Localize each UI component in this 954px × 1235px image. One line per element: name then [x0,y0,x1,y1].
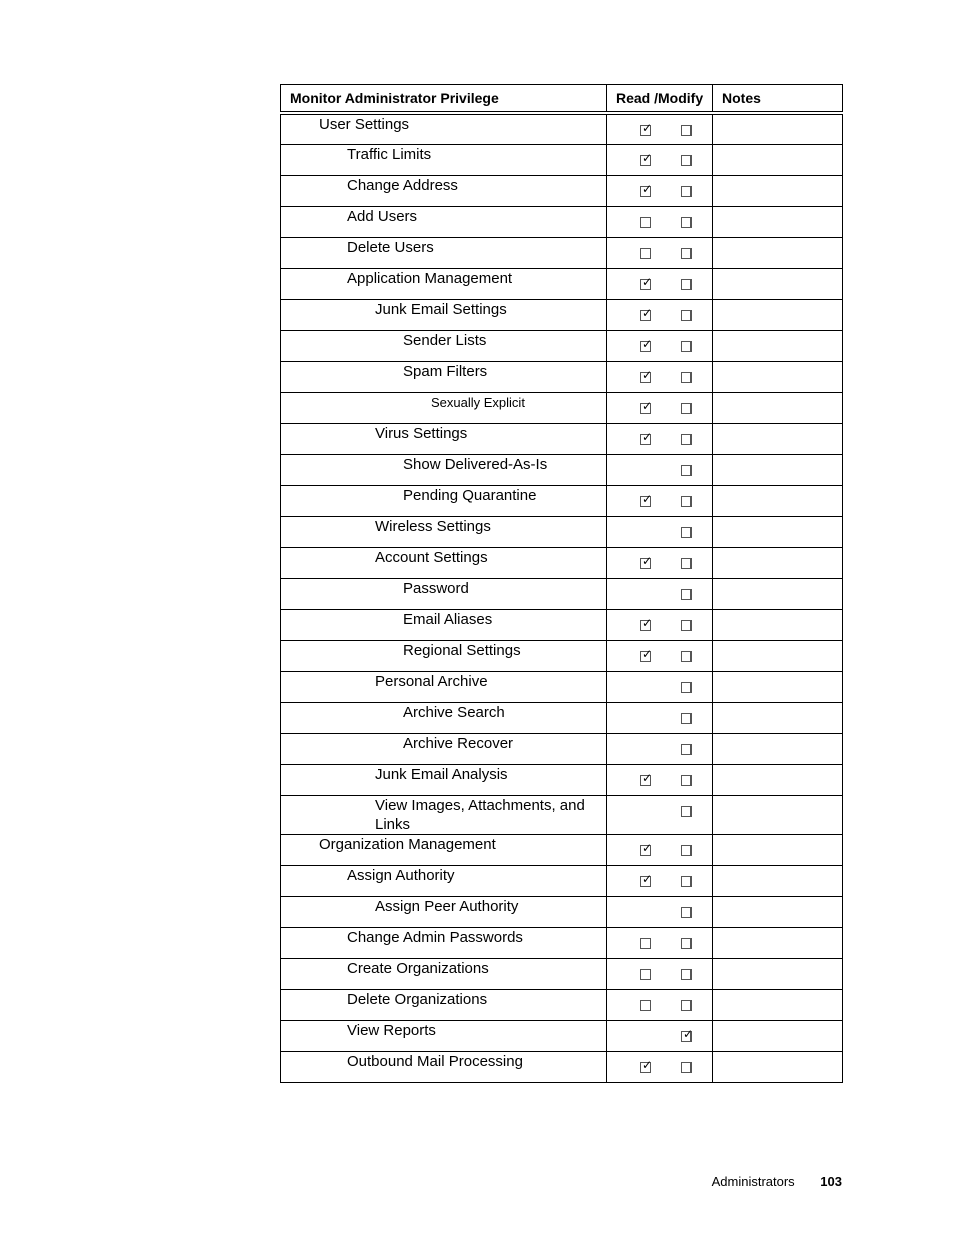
checkmark-icon: ✓ [642,871,653,886]
modify-checkbox[interactable] [681,217,692,228]
read-modify-cell [607,640,713,671]
modify-checkbox[interactable] [681,744,692,755]
notes-cell [713,330,843,361]
notes-cell [713,958,843,989]
privilege-label: Junk Email Settings [281,299,607,330]
table-row [281,958,843,989]
modify-checkbox[interactable] [681,465,692,476]
notes-cell [713,640,843,671]
notes-cell [713,1020,843,1051]
checkmark-icon: ✓ [642,840,653,855]
modify-checkbox[interactable] [681,125,692,136]
read-modify-cell [607,795,713,834]
privilege-label: View Reports [281,1020,607,1051]
read-modify-cell [607,896,713,927]
privilege-label: Virus Settings [281,423,607,454]
modify-checkbox[interactable] [681,434,692,445]
privilege-label: Show Delivered-As-Is [281,454,607,485]
read-modify-cell [607,547,713,578]
read-checkbox[interactable] [640,770,653,786]
read-modify-cell [607,392,713,423]
notes-cell [713,237,843,268]
notes-cell [713,423,843,454]
notes-column-header: Notes [713,85,843,114]
read-modify-cell [607,1051,713,1082]
privilege-label: Create Organizations [281,958,607,989]
read-checkbox[interactable] [640,871,653,887]
privilege-label: Add Users [281,206,607,237]
notes-cell [713,927,843,958]
table-row [281,1051,843,1082]
notes-cell [713,834,843,865]
read-modify-cell [607,485,713,516]
privilege-column-header: Monitor Administrator Privilege [281,85,607,114]
notes-cell [713,989,843,1020]
modify-checkbox[interactable] [681,155,692,166]
notes-cell [713,113,843,144]
read-modify-cell [607,299,713,330]
table-row [281,175,843,206]
table-row [281,733,843,764]
table-row [281,268,843,299]
privilege-label: Archive Recover [281,733,607,764]
read-checkbox[interactable] [640,615,653,631]
table-row [281,1020,843,1051]
privilege-label: Email Aliases [281,609,607,640]
table-row [281,330,843,361]
read-checkbox[interactable] [640,248,651,259]
read-modify-cell [607,702,713,733]
read-checkbox[interactable] [640,429,653,445]
read-modify-cell [607,175,713,206]
modify-checkbox[interactable] [681,186,692,197]
table-row [281,237,843,268]
checkmark-icon: ✓ [642,336,653,351]
notes-cell [713,516,843,547]
read-checkbox[interactable] [640,840,653,856]
read-checkbox[interactable] [640,181,653,197]
modify-checkbox[interactable] [681,558,692,569]
modify-checkbox[interactable] [681,248,692,259]
notes-cell [713,702,843,733]
privilege-label: Spam Filters [281,361,607,392]
checkmark-icon: ✓ [642,491,653,506]
checkmark-icon: ✓ [642,615,653,630]
read-modify-cell [607,113,713,144]
footer-section-title: Administrators [711,1174,795,1189]
privilege-label: Traffic Limits [281,144,607,175]
privilege-table [280,84,843,1083]
table-row [281,764,843,795]
table-row [281,113,843,144]
notes-cell [713,547,843,578]
privilege-label: Application Management [281,268,607,299]
checkmark-icon: ✓ [642,181,653,196]
modify-checkbox[interactable] [681,372,692,383]
read-modify-cell [607,237,713,268]
read-modify-cell [607,865,713,896]
read-modify-cell [607,454,713,485]
read-checkbox[interactable] [640,367,653,383]
notes-cell [713,896,843,927]
modify-checkbox[interactable] [681,279,692,290]
notes-cell [713,392,843,423]
notes-cell [713,609,843,640]
table-row [281,896,843,927]
notes-cell [713,299,843,330]
read-checkbox[interactable] [640,1057,653,1073]
read-modify-cell [607,958,713,989]
notes-cell [713,206,843,237]
table-row [281,927,843,958]
read-modify-cell [607,578,713,609]
page-number: 103 [820,1174,842,1189]
privilege-label: Delete Organizations [281,989,607,1020]
privilege-label: Junk Email Analysis [281,764,607,795]
read-modify-cell [607,764,713,795]
read-checkbox[interactable] [640,491,653,507]
checkmark-icon: ✓ [642,770,653,785]
table-header-row [281,85,843,114]
table-row [281,206,843,237]
read-modify-cell [607,733,713,764]
modify-checkbox[interactable] [681,775,692,786]
privilege-label: Pending Quarantine [281,485,607,516]
read-checkbox[interactable] [640,938,651,949]
privilege-label: Regional Settings [281,640,607,671]
checkmark-icon: ✓ [642,274,653,289]
table-row [281,144,843,175]
read-modify-cell [607,144,713,175]
notes-cell [713,485,843,516]
read-checkbox[interactable] [640,1000,651,1011]
read-modify-cell [607,268,713,299]
privilege-label: Archive Search [281,702,607,733]
checkmark-icon: ✓ [642,553,653,568]
read-checkbox[interactable] [640,150,653,166]
read-modify-cell [607,330,713,361]
notes-cell [713,764,843,795]
privilege-label: Account Settings [281,547,607,578]
notes-cell [713,268,843,299]
modify-checkbox[interactable] [681,403,692,414]
modify-checkbox[interactable] [681,651,692,662]
checkmark-icon: ✓ [642,305,653,320]
read-checkbox[interactable] [640,336,653,352]
modify-checkbox[interactable] [681,845,692,856]
table-row [281,516,843,547]
read-modify-column-header: Read /Modify [607,85,713,114]
table-row [281,423,843,454]
table-row [281,361,843,392]
read-modify-cell [607,516,713,547]
notes-cell [713,671,843,702]
read-modify-cell [607,609,713,640]
table-row [281,671,843,702]
checkmark-icon: ✓ [642,646,653,661]
privilege-label: Outbound Mail Processing [281,1051,607,1082]
modify-checkbox[interactable] [681,1026,694,1042]
read-checkbox[interactable] [640,553,653,569]
modify-checkbox[interactable] [681,527,692,538]
modify-checkbox[interactable] [681,310,692,321]
read-modify-cell [607,927,713,958]
notes-cell [713,361,843,392]
table-body [281,113,843,1082]
notes-cell [713,1051,843,1082]
read-checkbox[interactable] [640,274,653,290]
privilege-label: Assign Peer Authority [281,896,607,927]
modify-checkbox[interactable] [681,496,692,507]
table-row [281,299,843,330]
read-modify-cell [607,671,713,702]
privilege-label: Password [281,578,607,609]
modify-checkbox[interactable] [681,620,692,631]
privilege-label: Wireless Settings [281,516,607,547]
page-footer [712,1174,842,1189]
modify-checkbox[interactable] [681,341,692,352]
notes-cell [713,865,843,896]
table-row [281,865,843,896]
table-row [281,454,843,485]
table-row [281,989,843,1020]
read-modify-cell [607,989,713,1020]
read-modify-cell [607,834,713,865]
checkmark-icon: ✓ [683,1026,694,1041]
read-checkbox[interactable] [640,121,653,136]
table-row [281,392,843,423]
notes-cell [713,175,843,206]
table-row [281,485,843,516]
notes-cell [713,578,843,609]
read-modify-cell [607,206,713,237]
modify-checkbox[interactable] [681,682,692,693]
notes-cell [713,733,843,764]
notes-cell [713,144,843,175]
privilege-label: Organization Management [281,834,607,865]
modify-checkbox[interactable] [681,713,692,724]
privilege-label: Assign Authority [281,865,607,896]
privilege-label: Sexually Explicit [281,392,607,423]
read-checkbox[interactable] [640,305,653,321]
modify-checkbox[interactable] [681,589,692,600]
table-row [281,795,843,834]
privilege-label: User Settings [281,113,607,144]
read-checkbox[interactable] [640,398,653,414]
read-checkbox[interactable] [640,217,651,228]
read-checkbox[interactable] [640,969,651,980]
privilege-label: Personal Archive [281,671,607,702]
modify-checkbox[interactable] [681,1000,692,1011]
table-row [281,578,843,609]
table-row [281,547,843,578]
checkmark-icon: ✓ [642,121,653,135]
checkmark-icon: ✓ [642,1057,653,1072]
table-row [281,702,843,733]
modify-checkbox[interactable] [681,806,692,817]
read-checkbox[interactable] [640,646,653,662]
privilege-label: Change Address [281,175,607,206]
privilege-label: View Images, Attachments, and Links [281,795,607,834]
modify-checkbox[interactable] [681,907,692,918]
read-modify-cell [607,423,713,454]
privilege-label: Sender Lists [281,330,607,361]
privilege-label: Delete Users [281,237,607,268]
checkmark-icon: ✓ [642,150,653,165]
checkmark-icon: ✓ [642,398,653,413]
table-row [281,609,843,640]
notes-cell [713,454,843,485]
table-row [281,834,843,865]
modify-checkbox[interactable] [681,969,692,980]
read-modify-cell [607,1020,713,1051]
modify-checkbox[interactable] [681,938,692,949]
modify-checkbox[interactable] [681,876,692,887]
table-row [281,640,843,671]
notes-cell [713,795,843,834]
checkmark-icon: ✓ [642,367,653,382]
modify-checkbox[interactable] [681,1062,692,1073]
read-modify-cell [607,361,713,392]
privilege-label: Change Admin Passwords [281,927,607,958]
checkmark-icon: ✓ [642,429,653,444]
